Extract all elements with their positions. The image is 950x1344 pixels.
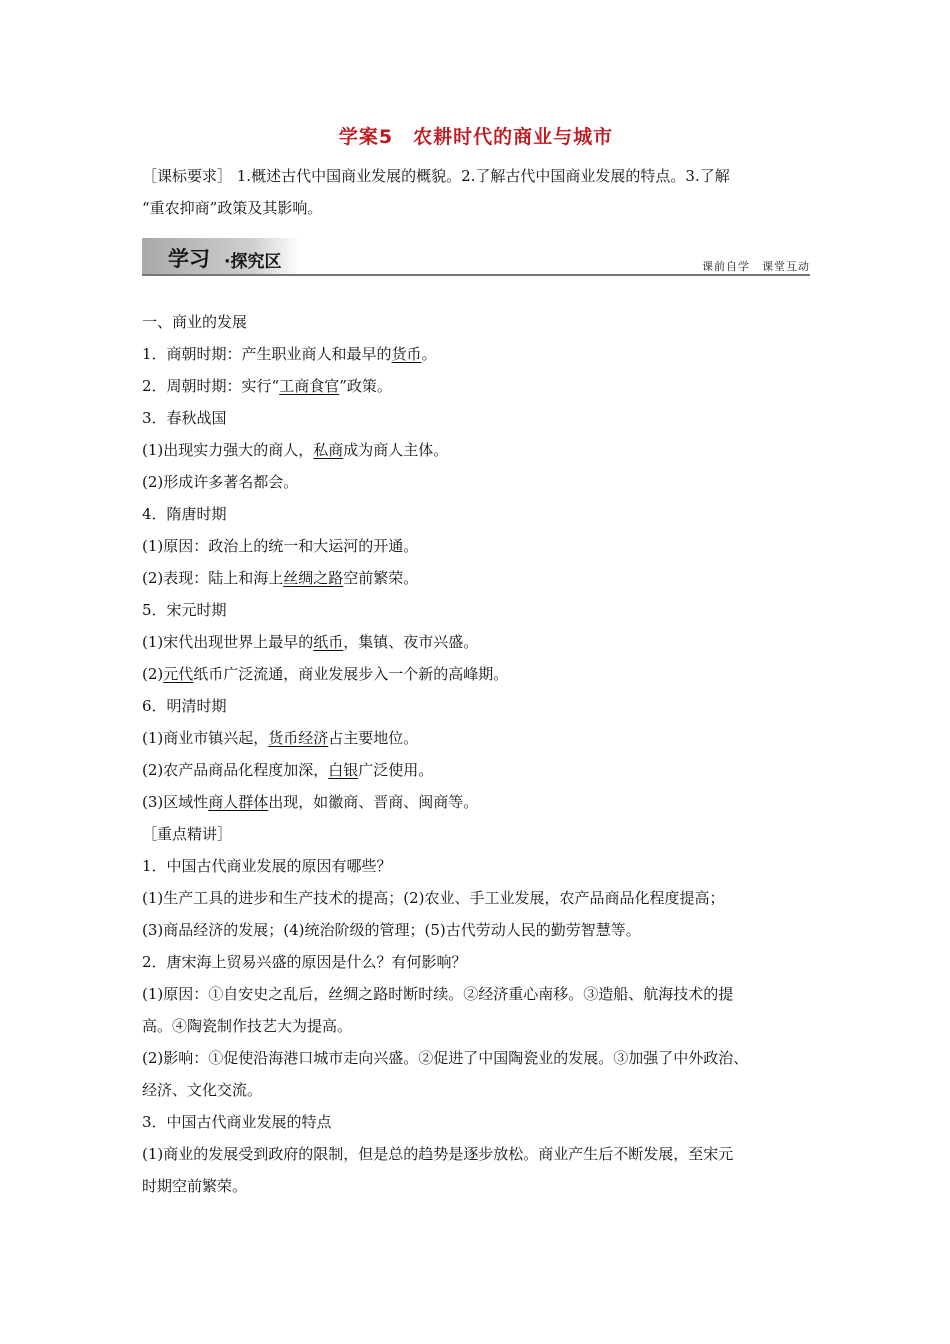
list-item: (1)商业市镇兴起，货币经济占主要地位。 <box>142 729 419 747</box>
list-item: (1)原因：政治上的统一和大运河的开通。 <box>142 537 419 555</box>
section-heading: 一、商业的发展 <box>142 313 248 331</box>
list-item: (2)农产品商品化程度加深，白银广泛使用。 <box>142 761 434 779</box>
list-item: (1)宋代出现世界上最早的纸币，集镇、夜市兴盛。 <box>142 633 479 651</box>
banner-subtitle: ·探究区 <box>224 252 282 272</box>
key-term: 纸币 <box>313 633 344 651</box>
section-banner <box>142 238 810 278</box>
answer-line: (3)商品经济的发展；(4)统治阶级的管理；(5)古代劳动人民的勤劳智慧等。 <box>142 921 641 939</box>
section-heading: ［重点精讲］ <box>142 825 233 843</box>
question: 1．中国古代商业发展的原因有哪些？ <box>142 857 392 875</box>
list-item: 5．宋元时期 <box>142 601 227 619</box>
requirements-line-2: “重农抑商”政策及其影响。 <box>142 199 323 217</box>
list-item: (1)出现实力强大的商人，私商成为商人主体。 <box>142 441 449 459</box>
list-item: 3．春秋战国 <box>142 409 227 427</box>
key-term: 白银 <box>328 761 359 779</box>
key-term: 私商 <box>313 441 344 459</box>
key-term: 工商食官 <box>279 377 340 395</box>
key-term: 丝绸之路 <box>283 569 344 587</box>
list-item: (2)形成许多著名都会。 <box>142 473 299 491</box>
requirements-line-1: ［课标要求］ 1.概述古代中国商业发展的概貌。2.了解古代中国商业发展的特点。3.了解 <box>142 167 730 185</box>
answer-line: 高。④陶瓷制作技艺大为提高。 <box>142 1017 353 1035</box>
list-item: 1．商朝时期：产生职业商人和最早的货币。 <box>142 345 437 363</box>
key-term: 商人群体 <box>208 793 269 811</box>
banner-title: 学习 <box>168 247 210 271</box>
key-term: 货币 <box>391 345 422 363</box>
answer-line: (1)商业的发展受到政府的限制，但是总的趋势是逐步放松。商业产生后不断发展，至宋元 <box>142 1145 734 1163</box>
answer-line: (1)原因：①自安史之乱后，丝绸之路时断时续。②经济重心南移。③造船、航海技术的提 <box>142 985 734 1003</box>
list-item: 6．明清时期 <box>142 697 227 715</box>
answer-line: 经济、文化交流。 <box>142 1081 263 1099</box>
question: 3．中国古代商业发展的特点 <box>142 1113 332 1131</box>
banner-tagline: 课前自学 课堂互动 <box>702 260 810 273</box>
curriculum-requirements <box>142 160 810 224</box>
answer-line: (2)影响：①促使沿海港口城市走向兴盛。②促进了中国陶瓷业的发展。③加强了中外政治、 <box>142 1049 749 1067</box>
page-title: 学案5 农耕时代的商业与城市 <box>338 126 614 148</box>
key-term: 货币经济 <box>268 729 329 747</box>
question: 2．唐宋海上贸易兴盛的原因是什么？有何影响？ <box>142 953 467 971</box>
list-item: 4．隋唐时期 <box>142 505 227 523</box>
answer-line: (1)生产工具的进步和生产技术的提高；(2)农业、手工业发展，农产品商品化程度提高； <box>142 889 725 907</box>
list-item: (3)区域性商人群体出现，如徽商、晋商、闽商等。 <box>142 793 479 811</box>
list-item: 2．周朝时期：实行“工商食官”政策。 <box>142 377 392 395</box>
answer-line: 时期空前繁荣。 <box>142 1177 248 1195</box>
list-item: (2)表现：陆上和海上丝绸之路空前繁荣。 <box>142 569 419 587</box>
banner-rule <box>142 274 810 276</box>
list-item: (2)元代纸币广泛流通，商业发展步入一个新的高峰期。 <box>142 665 509 683</box>
key-term: 元代 <box>163 665 194 683</box>
